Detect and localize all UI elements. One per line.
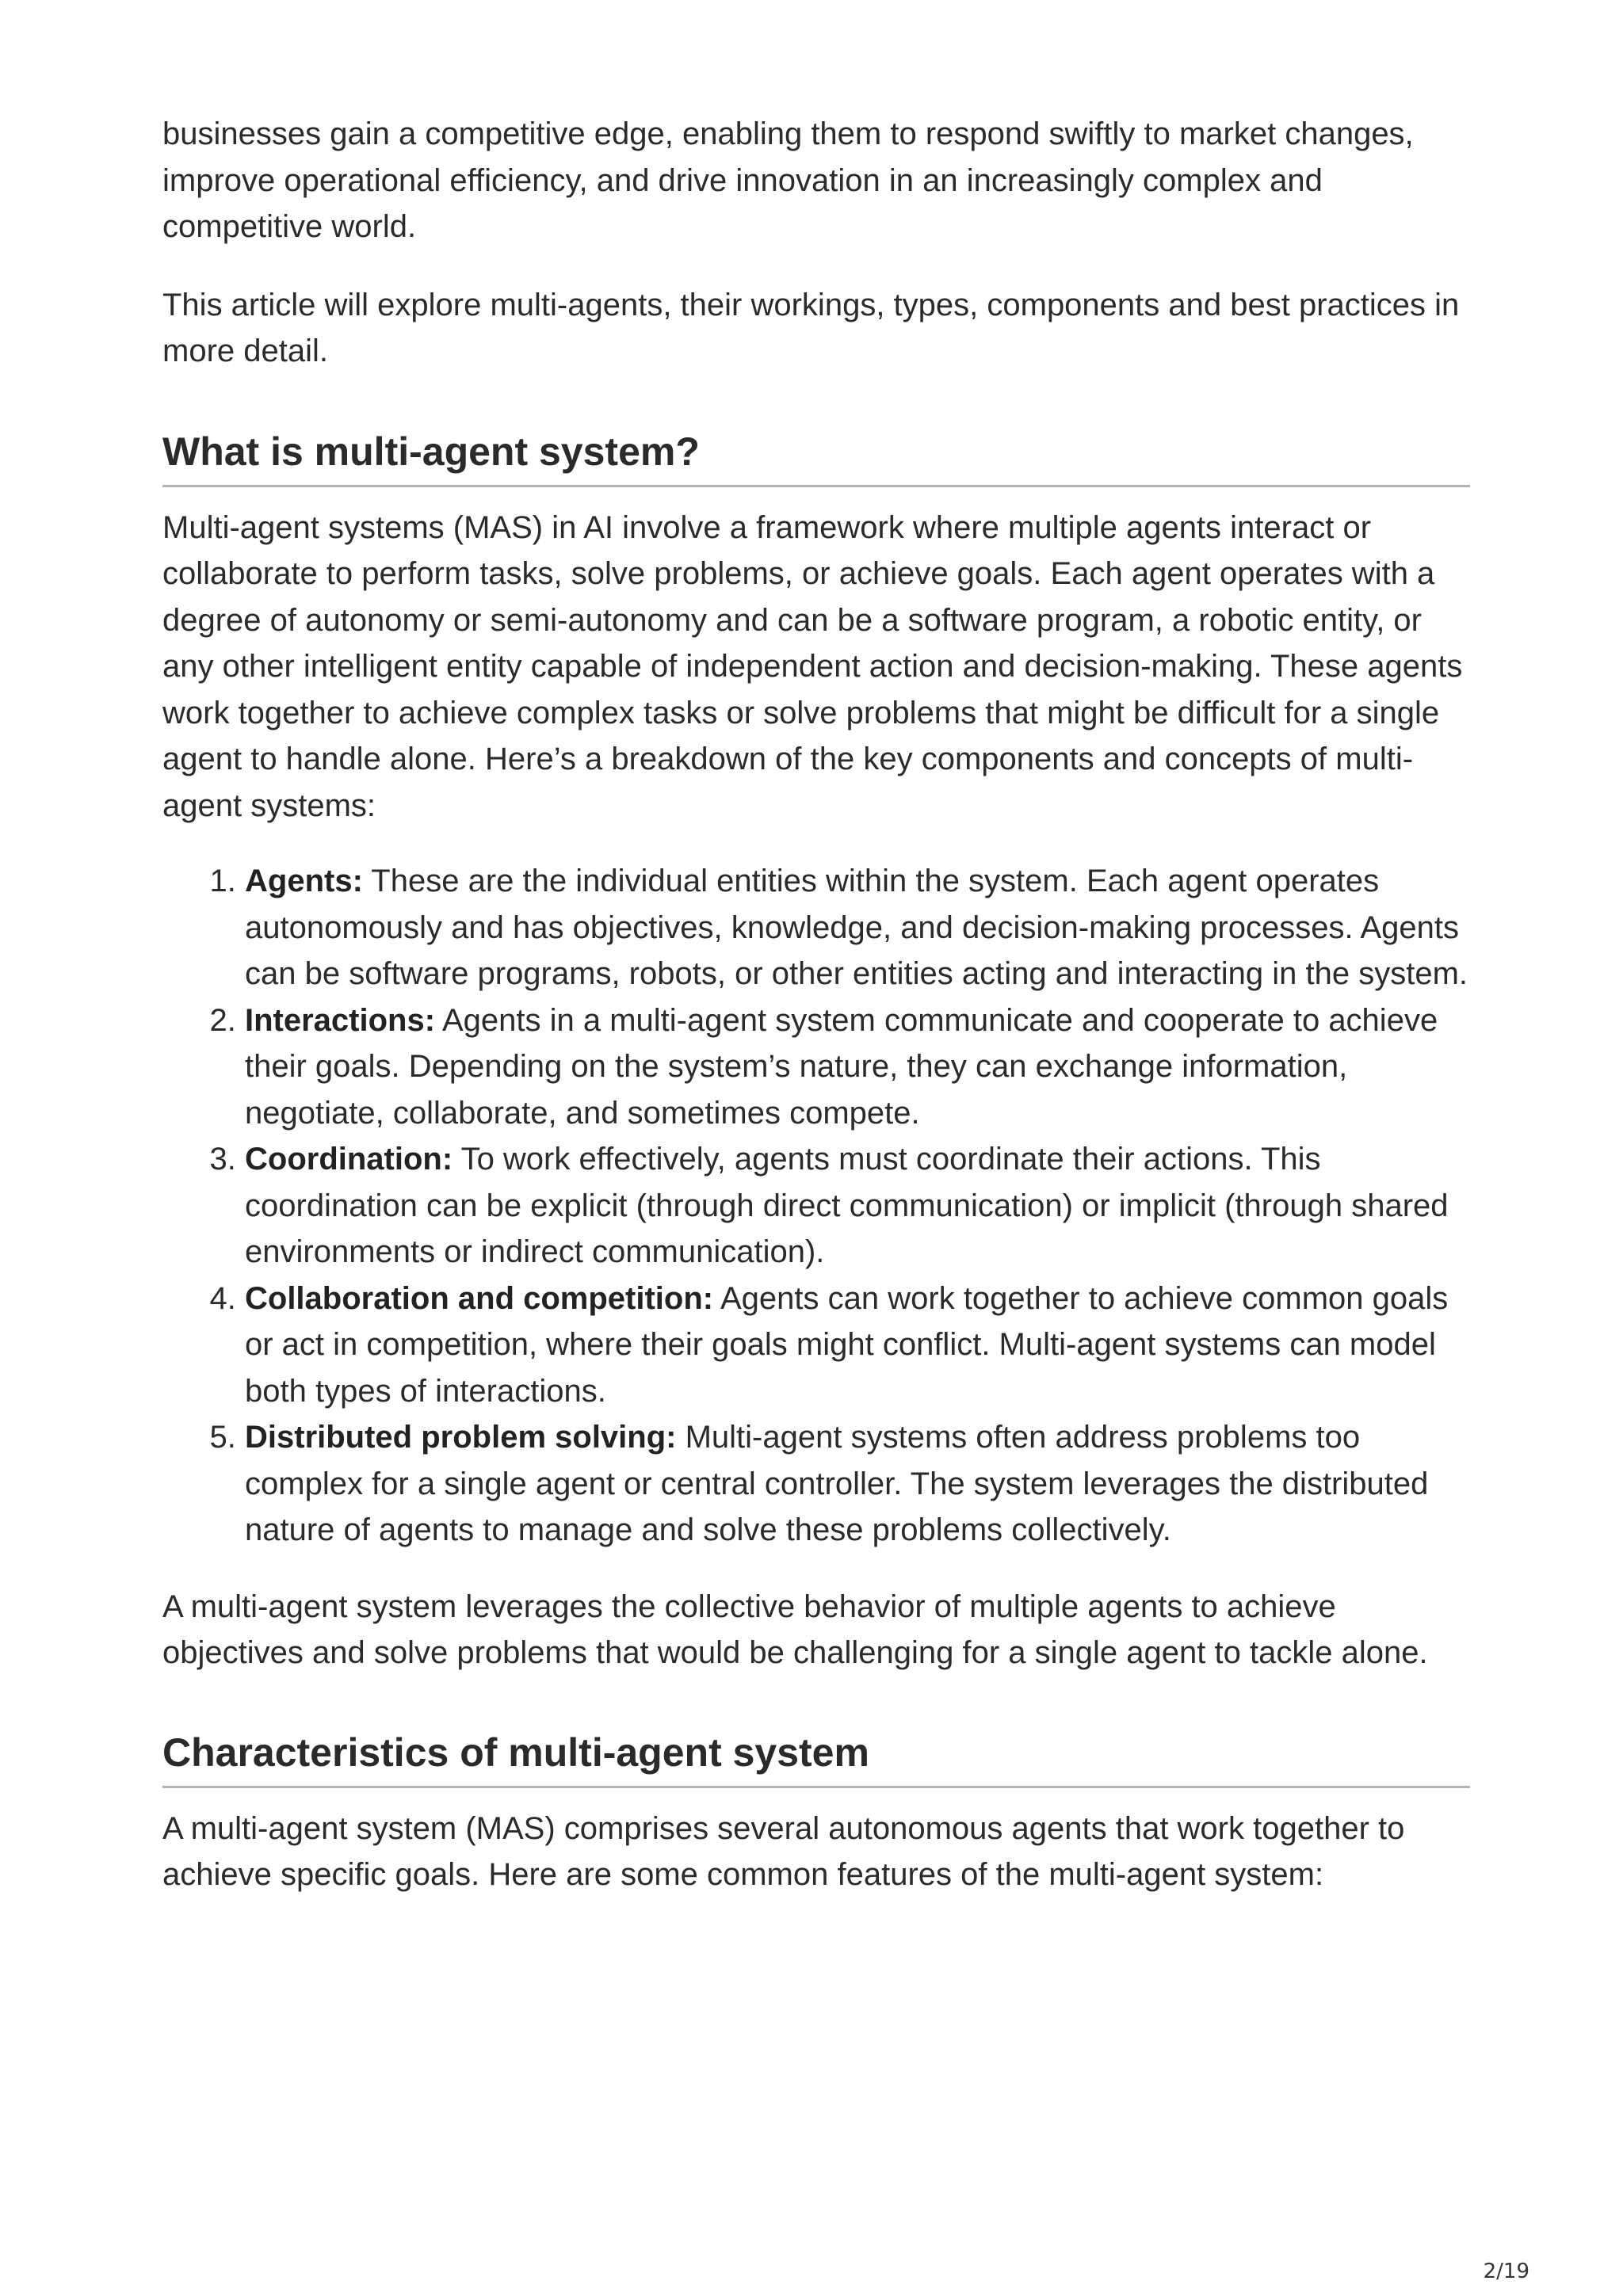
list-item-term: Distributed problem solving: — [245, 1420, 677, 1455]
document-page — [162, 111, 1470, 1898]
list-item-term: Interactions: — [245, 1002, 436, 1038]
list-item — [245, 1136, 1470, 1276]
intro-explore-paragraph: This article will explore multi-agents, their workings, types, components and best practices in more detail. — [162, 287, 1460, 368]
list-item-text: These are the individual entities within the system. Each agent operates autonomously and has objectives, knowledge, and decision-making processes. Agents can be software programs, robots, or other entities acting and interacting in the system. — [245, 864, 1468, 991]
list-item-term: Coordination: — [245, 1142, 453, 1177]
section-heading-what-is-mas: What is multi-agent system? — [162, 428, 1470, 487]
list-item-text: Agents can work together to achieve common goals or act in competition, where their goals might conflict. Multi-agent systems can model both types of interactions. — [245, 1280, 1449, 1409]
list-item — [245, 1414, 1470, 1554]
list-item — [245, 1276, 1470, 1415]
list-item-term: Collaboration and competition: — [245, 1280, 714, 1316]
intro-continuation-paragraph: businesses gain a competitive edge, enabling them to respond swiftly to market changes, improve operational efficiency, and drive innovation in an increasingly complex and competitive world. — [162, 116, 1414, 244]
list-item-text: Agents in a multi-agent system communicate and cooperate to achieve their goals. Depending on the system’s nature, they can exchange information, negotiate, collaborate, and sometimes compete. — [245, 1002, 1438, 1131]
list-item — [245, 858, 1470, 997]
section-heading-characteristics: Characteristics of multi-agent system — [162, 1729, 1470, 1788]
characteristics-intro-paragraph: A multi-agent system (MAS) comprises several autonomous agents that work together to achieve specific goals. Here are some common features of the multi-agent system: — [162, 1810, 1405, 1892]
mas-definition-paragraph: Multi-agent systems (MAS) in AI involve a framework where multiple agents interact or collaborate to perform tasks, solve problems, or achieve goals. Each agent operates with a degree of autonomy or semi-autonomy and can be a software program, a robotic entity, or any other intelligent entity capable of independent action and decision-making. These agents work together to achieve complex tasks or solve problems that might be difficult for a single agent to handle alone. Here’s a breakdown of the key components and concepts of multi-agent systems: — [162, 509, 1463, 823]
list-item-term: Agents: — [245, 864, 363, 898]
page-number: 2/19 — [1483, 2260, 1529, 2283]
components-list — [162, 858, 1470, 1554]
list-item-text: Multi-agent systems often address problems too complex for a single agent or central controller. The system leverages the distributed nature of agents to manage and solve these problems collectively. — [245, 1420, 1429, 1547]
mas-summary-paragraph: A multi-agent system leverages the collective behavior of multiple agents to achieve objectives and solve problems that would be challenging for a single agent to tackle alone. — [162, 1589, 1428, 1670]
list-item-text: To work effectively, agents must coordinate their actions. This coordination can be explicit (through direct communication) or implicit (through shared environments or indirect communication). — [245, 1142, 1449, 1269]
list-item — [245, 997, 1470, 1137]
